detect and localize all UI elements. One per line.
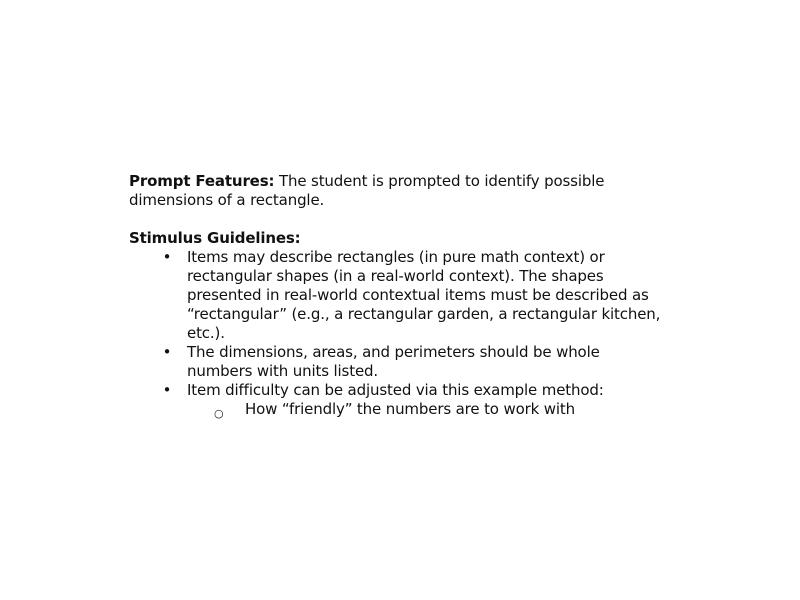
bullet-icon: • [162, 381, 172, 399]
sub-list [187, 400, 669, 419]
prompt-features-paragraph [129, 172, 669, 210]
list-item-text: Items may describe rectangles (in pure math context) or rectangular shapes (in a real-world context). The shapes presented in real-world contextual items must be described as “rectangular” (e.g., a rectangular garden, a rectangular kitchen, etc.). [187, 248, 661, 342]
bullet-icon: • [162, 248, 172, 266]
hollow-circle-icon: ○ [214, 407, 224, 420]
sub-list-item-text: How “friendly” the numbers are to work with [245, 400, 575, 418]
stimulus-guidelines-list [129, 248, 669, 419]
list-item-text: The dimensions, areas, and perimeters should be whole numbers with units listed. [187, 343, 600, 380]
stimulus-guidelines-heading: Stimulus Guidelines: [129, 229, 301, 247]
list-item [129, 381, 669, 419]
paragraph-spacer [129, 210, 669, 229]
prompt-features-text: The student is prompted to identify possible dimensions of a rectangle. [129, 172, 605, 209]
prompt-features-label: Prompt Features: [129, 172, 275, 190]
list-item [129, 248, 669, 343]
document-body [129, 172, 669, 419]
list-item [129, 343, 669, 381]
sub-list-item [187, 400, 669, 419]
bullet-icon: • [162, 343, 172, 361]
list-item-text: Item difficulty can be adjusted via this example method: [187, 381, 604, 399]
